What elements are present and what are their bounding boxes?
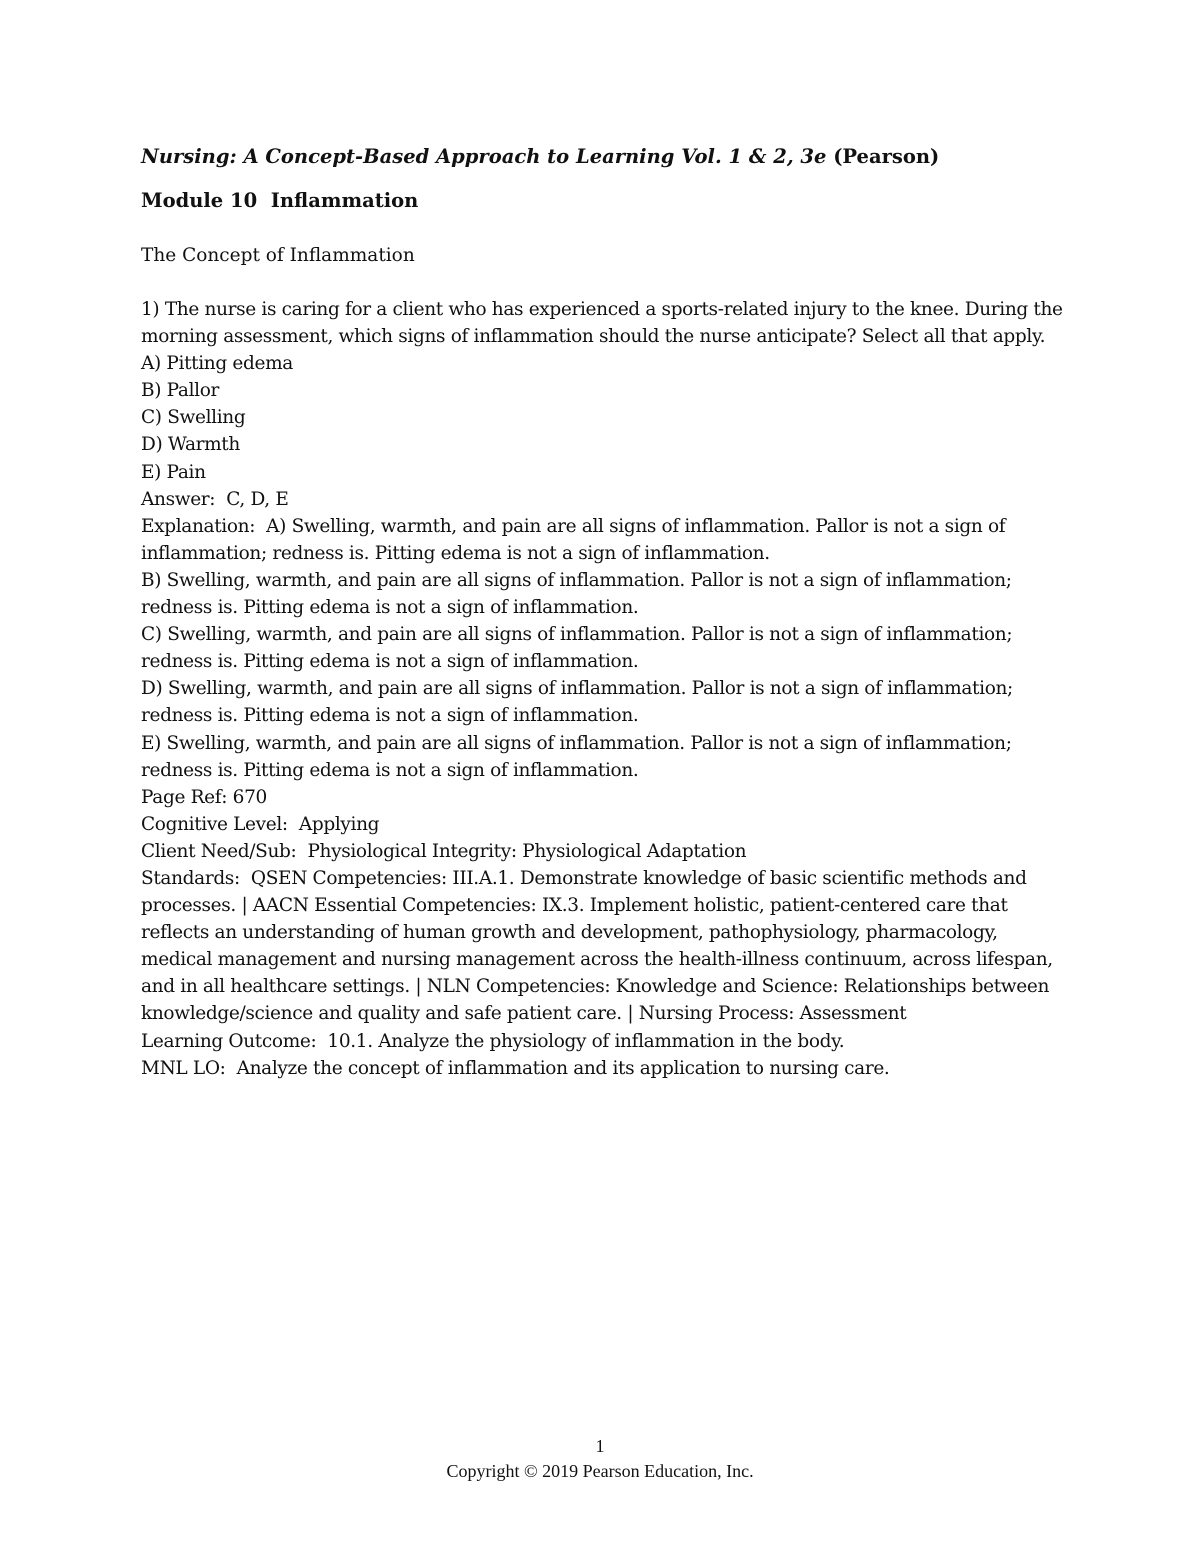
page-number: 1 (595, 1436, 605, 1456)
answer-option-b: B) Pallor (141, 380, 220, 402)
answer-option-d: D) Warmth (141, 434, 240, 456)
answer-option-c: C) Swelling (141, 407, 246, 429)
client-need: Client Need/Sub: Physiological Integrity: Physiological Adaptation (141, 840, 747, 862)
cognitive-level: Cognitive Level: Applying (141, 813, 380, 835)
explanation-e: E) Swelling, warmth, and pain are all signs of inflammation. Pallor is not a sign of inflammation; redness is. Pitting edema is not a sign of inflammation. (141, 732, 1018, 781)
section-title: The Concept of Inflammation (141, 245, 415, 266)
mnl-learning-outcome: MNL LO: Analyze the concept of inflammation and its application to nursing care. (141, 1057, 890, 1079)
standards: Standards: QSEN Competencies: III.A.1. Demonstrate knowledge of basic scientific methods and processes. | AACN Essential Competencies: IX.3. Implement holistic, patient-centered care that reflects an understanding of human growth and development, pathophysiology, pharmacology, medical management and nursing management across the health-illness continuum, across lifespan, and in all healthcare settings. | NLN Competencies: Knowledge and Science: Relationships between knowledge/science and quality and safe patient care. | Nursing Process: Assessment (141, 867, 1059, 1025)
copyright-notice: Copyright © 2019 Pearson Education, Inc. (446, 1461, 754, 1481)
document-title (141, 142, 1066, 172)
document-page (141, 142, 1069, 1082)
publisher-name: (Pearson) (826, 145, 940, 168)
book-title: Nursing: A Concept-Based Approach to Learning Vol. 1 & 2, 3e (141, 145, 827, 168)
page-ref: Page Ref: 670 (141, 786, 267, 808)
module-heading: Module 10 Inflammation (141, 189, 419, 212)
explanation-d: D) Swelling, warmth, and pain are all signs of inflammation. Pallor is not a sign of inflammation; redness is. Pitting edema is not a sign of inflammation. (141, 678, 1019, 727)
explanation-a: Explanation: A) Swelling, warmth, and pain are all signs of inflammation. Pallor is not a sign of inflammation; redness is. Pitting edema is not a sign of inflammation. (141, 515, 1011, 564)
explanation-c: C) Swelling, warmth, and pain are all signs of inflammation. Pallor is not a sign of inflammation; redness is. Pitting edema is not a sign of inflammation. (141, 624, 1018, 673)
answer-key: Answer: C, D, E (141, 488, 289, 510)
explanation-b: B) Swelling, warmth, and pain are all signs of inflammation. Pallor is not a sign of inflammation; redness is. Pitting edema is not a sign of inflammation. (141, 569, 1018, 619)
answer-option-a: A) Pitting edema (141, 353, 293, 375)
answer-option-e: E) Pain (141, 461, 206, 483)
question-stem: 1) The nurse is caring for a client who has experienced a sports-related injury to the knee. During the morning assessment, which signs of inflammation should the nurse anticipate? Select all that apply. (141, 299, 1069, 348)
learning-outcome: Learning Outcome: 10.1. Analyze the physiology of inflammation in the body. (141, 1030, 845, 1052)
question-block (141, 296, 1069, 1082)
